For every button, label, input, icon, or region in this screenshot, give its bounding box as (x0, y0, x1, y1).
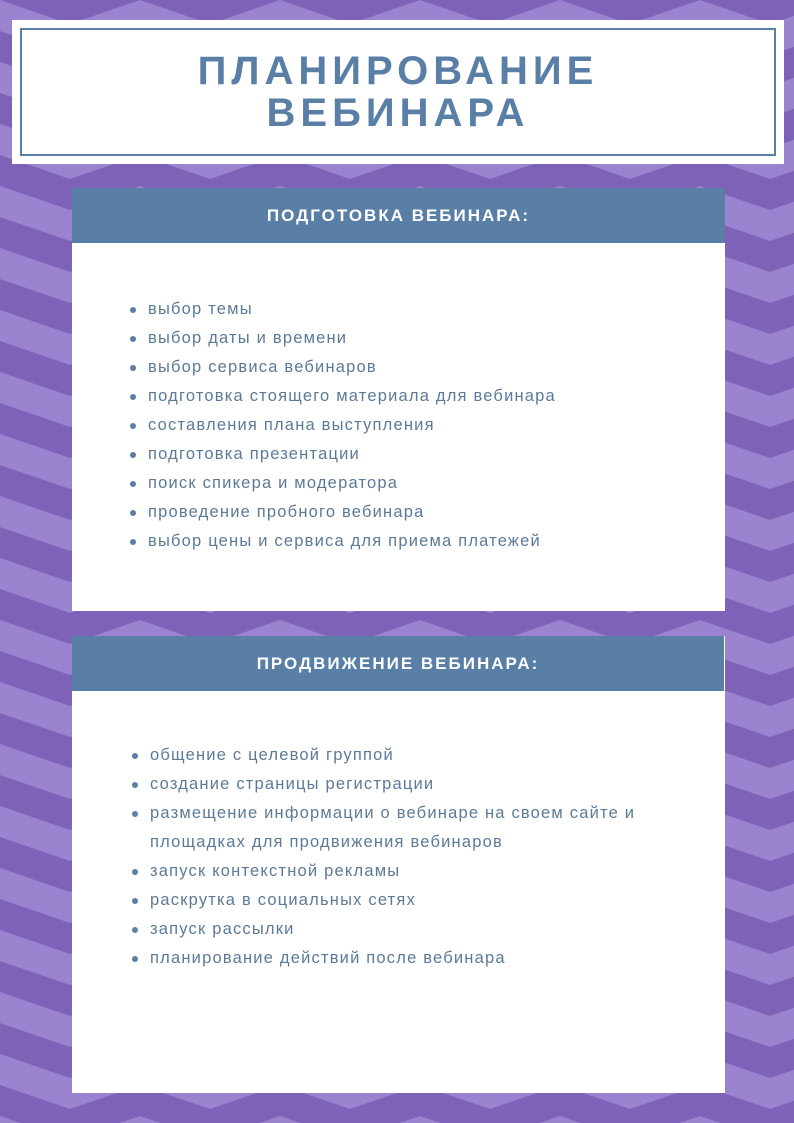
page-title-line-1: ПЛАНИРОВАНИЕ (197, 49, 599, 93)
bullet-icon (132, 927, 138, 933)
bullet-icon (130, 539, 136, 545)
promotion-card (72, 636, 725, 1093)
title-box (12, 20, 784, 164)
list-item-text: раскрутка в социальных сетях (150, 891, 417, 909)
preparation-heading: ПОДГОТОВКА ВЕБИНАРА: (72, 188, 725, 243)
list-item-text: проведение пробного вебинара (148, 503, 425, 521)
bullet-icon (132, 753, 138, 759)
list-item-text: выбор сервиса вебинаров (148, 358, 377, 376)
page-title-line-2: ВЕБИНАРА (266, 91, 530, 135)
list-item (132, 944, 685, 973)
bullet-icon (130, 510, 136, 516)
bullet-icon (132, 956, 138, 962)
bullet-icon (130, 394, 136, 400)
list-item-text: планирование действий после вебинара (150, 949, 506, 967)
bullet-icon (130, 481, 136, 487)
list-item (130, 469, 685, 498)
list-item-text: выбор даты и времени (148, 329, 348, 347)
list-item-text: создание страницы регистрации (150, 775, 435, 793)
list-item (130, 440, 685, 469)
list-item (130, 411, 685, 440)
list-item-text: размещение информации о вебинаре на своем сайте и площадках для продвижения вебинаров (150, 804, 636, 851)
list-item-text: запуск контекстной рекламы (150, 862, 401, 880)
bullet-icon (132, 782, 138, 788)
list-item-text: подготовка стоящего материала для вебинара (148, 387, 556, 405)
bullet-icon (132, 898, 138, 904)
title-frame (20, 28, 776, 156)
bullet-icon (130, 452, 136, 458)
list-item (130, 324, 685, 353)
list-item (132, 857, 685, 886)
preparation-card (72, 188, 725, 611)
list-item-text: составления плана выступления (148, 416, 435, 434)
bullet-icon (130, 365, 136, 371)
bullet-icon (130, 423, 136, 429)
list-item (132, 915, 685, 944)
list-item (130, 498, 685, 527)
list-item-text: выбор темы (148, 300, 253, 318)
list-item (130, 295, 685, 324)
list-item (130, 382, 685, 411)
list-item (130, 527, 685, 556)
promotion-heading: ПРОДВИЖЕНИЕ ВЕБИНАРА: (72, 636, 724, 691)
promotion-list (132, 741, 685, 973)
list-item-text: запуск рассылки (150, 920, 295, 938)
list-item (132, 770, 685, 799)
list-item-text: выбор цены и сервиса для приема платежей (148, 532, 541, 550)
list-item (132, 799, 685, 857)
preparation-list (130, 295, 685, 556)
list-item-text: общение с целевой группой (150, 746, 394, 764)
list-item-text: поиск спикера и модератора (148, 474, 399, 492)
list-item (132, 886, 685, 915)
bullet-icon (130, 307, 136, 313)
bullet-icon (132, 811, 138, 817)
list-item-text: подготовка презентации (148, 445, 360, 463)
list-item (130, 353, 685, 382)
list-item (132, 741, 685, 770)
bullet-icon (130, 336, 136, 342)
bullet-icon (132, 869, 138, 875)
